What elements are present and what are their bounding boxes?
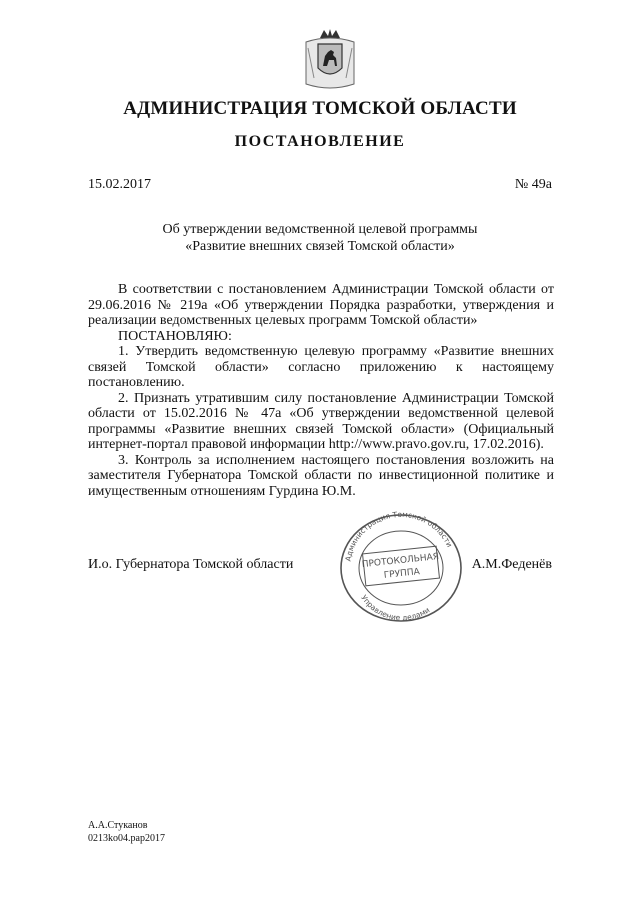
organization-title: АДМИНИСТРАЦИЯ ТОМСКОЙ ОБЛАСТИ [123, 98, 517, 119]
protocol-stamp [336, 508, 466, 623]
stamp-ring-bottom: Управление делами [359, 593, 432, 623]
signer-name: А.М.Феденёв [471, 557, 552, 572]
document-body [88, 282, 554, 499]
executor-name: А.А.Стуканов [88, 820, 148, 831]
document-type: ПОСТАНОВЛЕНИЕ [234, 133, 406, 150]
stamp-center-line-2: ГРУППА [383, 567, 421, 581]
document-number: № 49а [514, 177, 552, 192]
stamp-center-line-1: ПРОТОКОЛЬНАЯ [361, 552, 440, 571]
clause-1: 1. Утвердить ведомственную целевую программу «Развитие внешних связей Томской области» согласно приложению к настоящему постановлению. [88, 344, 554, 390]
subject-line-2: «Развитие внешних связей Томской области» [185, 239, 455, 254]
clause-2: 2. Признать утратившим силу постановление Администрации Томской области от 15.02.2016 № 47а «Об утверждении ведомственной целевой программы «Развитие внешних связей Томской области» (Официальный интернет-портал правовой информации http://www.pravo.gov.ru, 17.02.2016). [88, 390, 554, 452]
svg-text:Управление делами [359, 593, 431, 622]
clause-3: 3. Контроль за исполнением настоящего постановления возложить на заместителя Губернатора Томской области по инвестиционной политике и имущественным отношениям Гурдина Ю.М. [88, 452, 554, 499]
file-code: 0213ko04.pap2017 [88, 833, 165, 844]
subject-line-1: Об утверждении ведомственной целевой программы [162, 222, 478, 237]
resolve-heading: ПОСТАНОВЛЯЮ: [118, 328, 232, 344]
intro-paragraph: В соответствии с постановлением Администрации Томской области от 29.06.2016 № 219а «Об утверждении Порядка разработки, утверждения и реализации ведомственных целевых программ Томской области» [88, 282, 554, 328]
signer-title: И.о. Губернатора Томской области [88, 557, 294, 572]
footer [88, 819, 165, 845]
coat-of-arms-icon [300, 28, 360, 92]
stamp-ring-top: Администрация Томской области [343, 509, 455, 562]
document-date: 15.02.2017 [88, 177, 151, 192]
document-subject [150, 221, 490, 255]
